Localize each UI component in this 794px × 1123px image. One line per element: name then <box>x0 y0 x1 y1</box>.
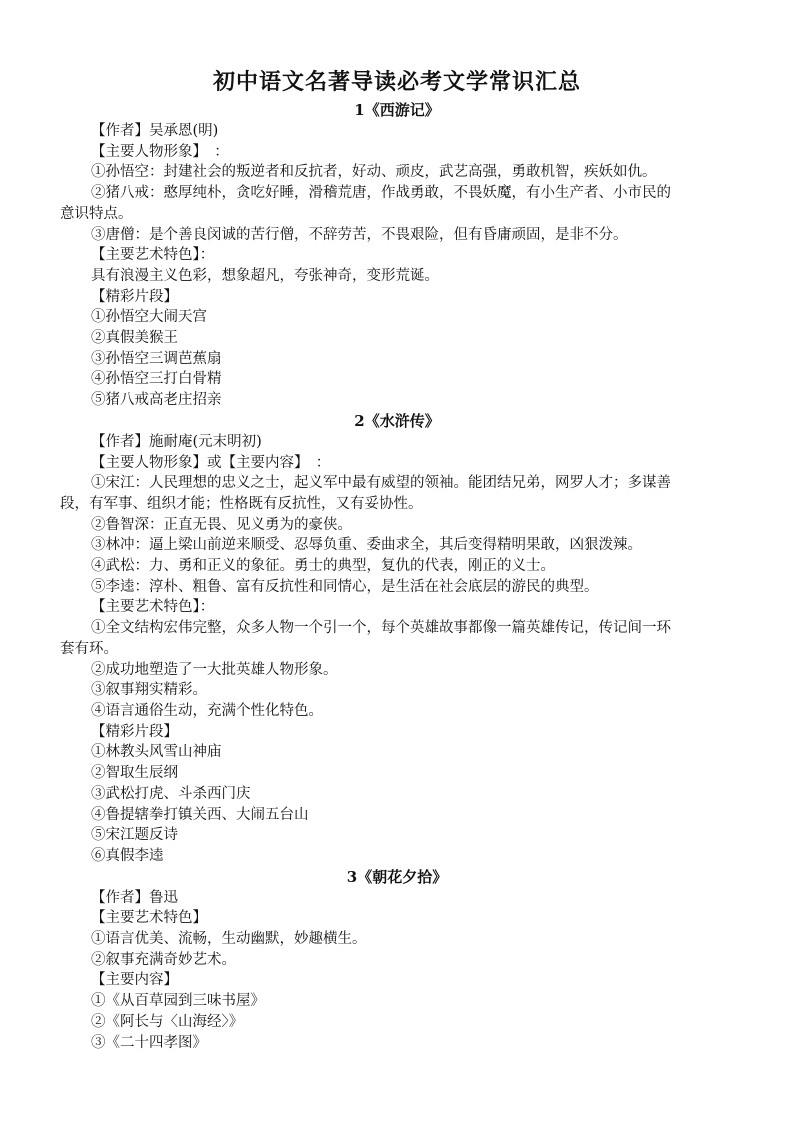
text-line: ④鲁提辖拳打镇关西、大闹五台山 <box>91 806 309 823</box>
text-line: 【主要艺术特色】： <box>91 247 215 264</box>
text-line: ③叙事翔实精彩。 <box>91 682 207 699</box>
text-line: ①林教头风雪山神庙 <box>91 744 222 761</box>
text-line: ①孙悟空：封建社会的叛逆者和反抗者，好动、顽皮，武艺高强，勇敢机智，疾妖如仇。 <box>91 164 657 181</box>
text-line: 【作者】吴承恩(明) <box>91 123 219 139</box>
section-title: 1《西游记》 <box>354 101 440 119</box>
text-line: 段，有军事、组织才能；性格既有反抗性，又有妥协性。 <box>60 495 423 512</box>
text-line: 【主要艺术特色】 <box>91 910 207 927</box>
text-line: ②鲁智深：正直无畏、见义勇为的豪侠。 <box>91 516 352 533</box>
text-line: 【作者】施耐庵(元末明初) <box>91 433 262 450</box>
text-line: ①全文结构宏伟完整，众多人物一个引一个，每个英雄故事都像一篇英雄传记，传记间一环 <box>91 620 671 637</box>
text-line: 【精彩片段】 <box>91 288 178 305</box>
text-line: ⑤宋江题反诗 <box>91 827 178 844</box>
text-line: ⑥真假李逵 <box>91 847 164 864</box>
text-line: 【作者】鲁迅 <box>91 889 178 906</box>
text-line: 【主要艺术特色】： <box>91 599 215 616</box>
document-body <box>60 100 734 1053</box>
text-line: ④语言通俗生动，充满个性化特色。 <box>91 702 323 719</box>
text-line: ②猪八戒：憨厚纯朴，贪吃好睡，滑稽荒唐，作战勇敢，不畏妖魔，有小生产者、小市民的 <box>91 185 671 202</box>
section-title: 3《朝花夕拾》 <box>346 867 448 886</box>
document-title: 初中语文名著导读必考文学常识汇总 <box>212 70 581 95</box>
text-line: ⑤猪八戒高老庄招亲 <box>91 392 222 409</box>
text-line: 【主要人物形象】或【主要内容】 ： <box>91 454 331 471</box>
text-line: 意识特点。 <box>60 205 133 222</box>
text-line: ③唐僧：是个善良闵诚的苦行僧，不辞劳苦，不畏艰险，但有昏庸顽固，是非不分。 <box>91 226 628 243</box>
text-line: 【精彩片段】 <box>91 723 178 740</box>
text-line: ②真假美猴王 <box>91 330 178 347</box>
text-line: ③林冲：逼上梁山前逆来顺受、忍辱负重、委曲求全，其后变得精明果敢，凶狠泼辣。 <box>91 537 642 554</box>
text-line: ④武松：力、勇和正义的象征。勇士的典型，复仇的代表，刚正的义士。 <box>91 558 555 575</box>
text-line: ①《从百草园到三味书屋》 <box>91 993 265 1010</box>
section-title: 2《水浒传》 <box>354 411 440 430</box>
text-line: ①宋江：人民理想的忠义之士，起义军中最有威望的领袖。能团结兄弟，网罗人才；多谋善 <box>91 475 671 492</box>
text-line: ③孙悟空三调芭蕉扇 <box>91 350 222 367</box>
text-line: ③武松打虎、斗杀西门庆 <box>91 785 251 802</box>
text-line: ①语言优美、流畅，生动幽默，妙趣横生。 <box>91 931 367 948</box>
text-line: ⑤李逵：淳朴、粗鲁、富有反抗性和同情心，是生活在社会底层的游民的典型。 <box>91 578 599 595</box>
text-line: ②智取生辰纲 <box>91 765 178 782</box>
text-line: ②《阿长与〈山海经〉》 <box>91 1013 244 1030</box>
book-section <box>60 867 734 1054</box>
text-line: ③《二十四孝图》 <box>91 1034 207 1051</box>
book-section <box>60 100 734 411</box>
text-line: ①孙悟空大闹天宫 <box>91 309 207 326</box>
text-line: ②叙事充满奇妙艺术。 <box>91 951 236 968</box>
text-line: 套有环。 <box>60 640 118 657</box>
text-line: ④孙悟空三打白骨精 <box>91 371 222 388</box>
text-line: 【主要人物形象】 ： <box>91 143 229 160</box>
text-line: 具有浪漫主义色彩，想象超凡，夸张神奇，变形荒诞。 <box>91 267 439 284</box>
document-page <box>60 66 734 1053</box>
text-line: 【主要内容】 <box>91 972 178 989</box>
text-line: ②成功地塑造了一大批英雄人物形象。 <box>91 661 338 678</box>
book-section <box>60 411 734 867</box>
